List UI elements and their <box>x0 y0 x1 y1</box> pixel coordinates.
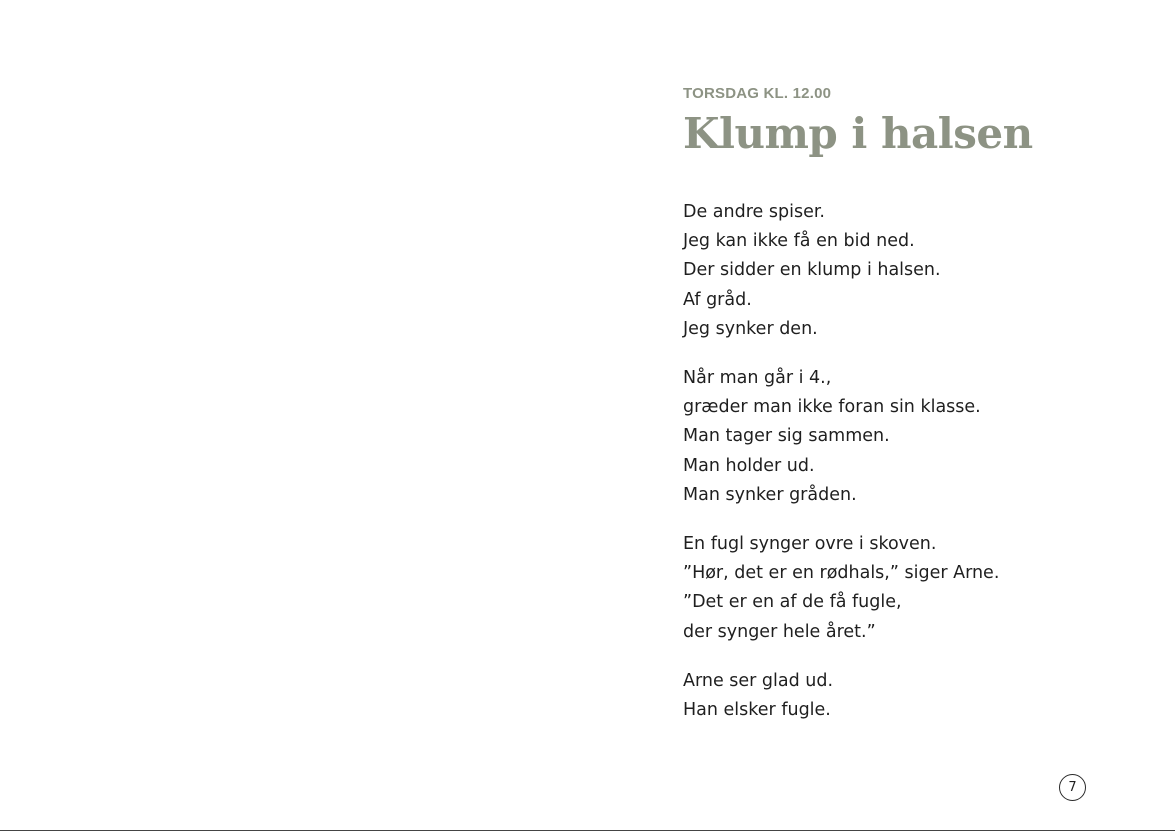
poem-line: Der sidder en klump i halsen. <box>683 260 941 281</box>
page-number-badge <box>1059 774 1086 801</box>
stanza-2 <box>683 364 1143 510</box>
stanza-1 <box>683 198 1143 344</box>
poem-line: Man synker gråden. <box>683 484 857 505</box>
poem-line: Man tager sig sammen. <box>683 426 890 447</box>
poem-line: Af gråd. <box>683 289 752 310</box>
section-time-label: TORSDAG KL. 12.00 <box>683 85 832 102</box>
poem-line: En fugl synger ovre i skoven. <box>683 534 937 555</box>
poem-line: Jeg kan ikke få en bid ned. <box>683 231 915 252</box>
poem-body <box>683 198 1143 725</box>
stanza-3 <box>683 530 1143 647</box>
poem-line: der synger hele året.” <box>683 621 876 642</box>
poem-line: Man holder ud. <box>683 455 815 476</box>
poem-line: Arne ser glad ud. <box>683 670 834 691</box>
poem-line: ”Hør, det er en rødhals,” siger Arne. <box>683 563 1000 584</box>
page-number-text: 7 <box>1068 780 1077 795</box>
stanza-4 <box>683 667 1143 725</box>
text-column <box>683 84 1143 745</box>
chapter-title: Klump i halsen <box>683 109 1033 158</box>
poem-line: Han elsker fugle. <box>683 700 831 721</box>
poem-line: Jeg synker den. <box>683 318 818 339</box>
poem-line: Når man går i 4., <box>683 368 832 389</box>
poem-line: De andre spiser. <box>683 202 825 222</box>
poem-line: ”Det er en af de få fugle, <box>683 592 902 613</box>
poem-line: græder man ikke foran sin klasse. <box>683 397 981 418</box>
page-bottom-rule <box>0 830 1175 831</box>
